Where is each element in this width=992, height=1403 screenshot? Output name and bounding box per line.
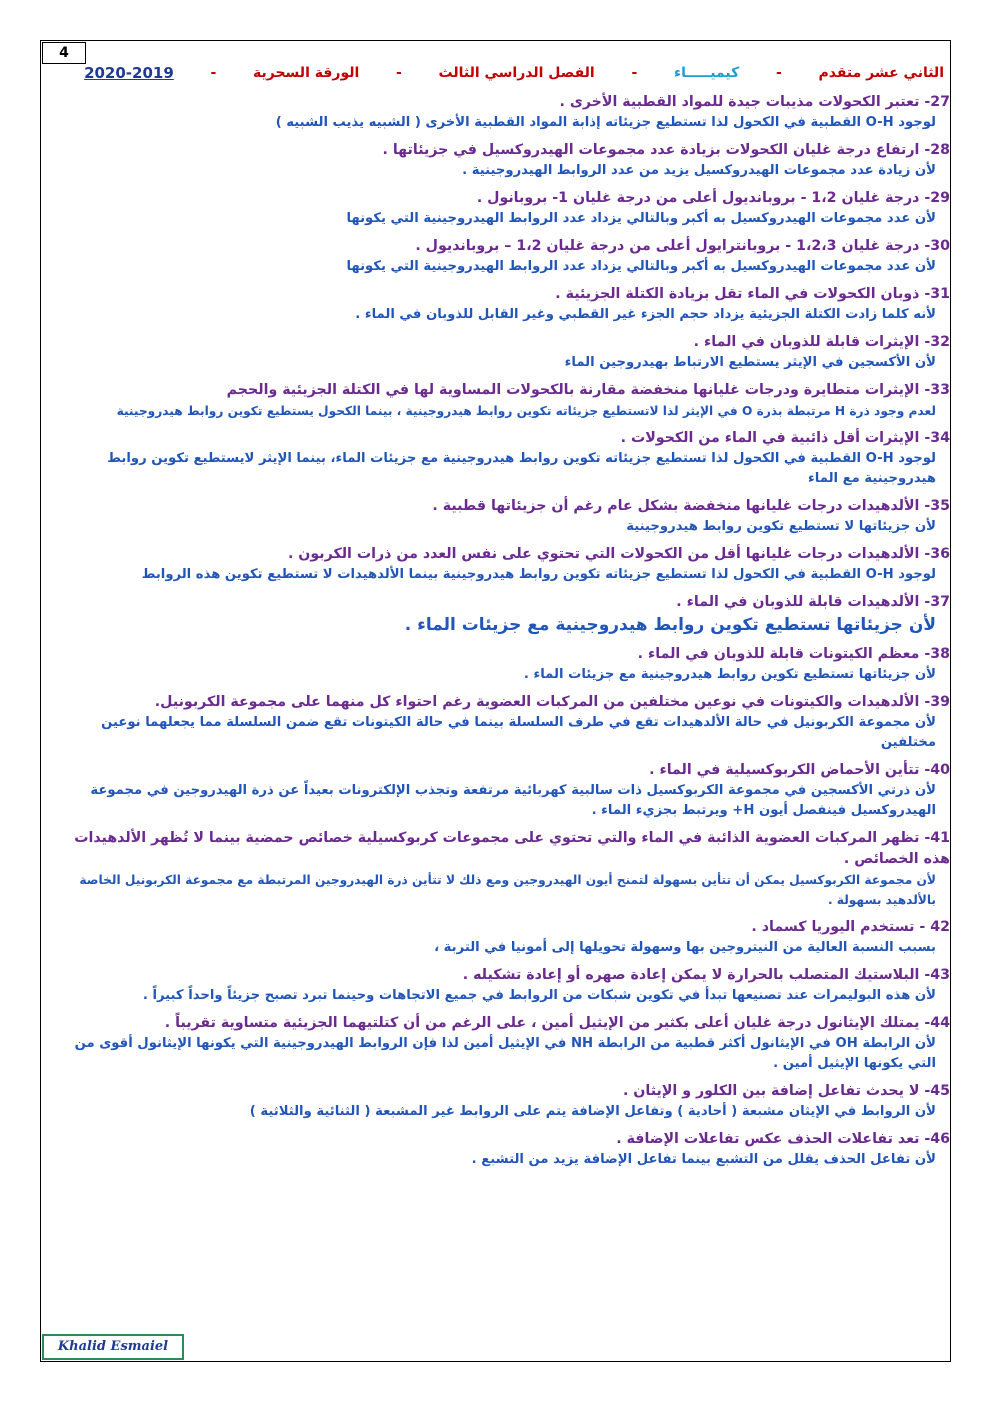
answer: بسبب النسبة العالية من النيتروجين بها وسهولة تحويلها إلى أمونيا في التربة ، <box>434 940 936 955</box>
answer: لأن عدد مجموعات الهيدروكسيل به أكبر وبالتالي يزداد عدد الروابط الهيدروجينية التي يكونها <box>346 211 936 226</box>
list-item <box>60 380 950 421</box>
list-item <box>60 1129 950 1170</box>
list-item <box>60 496 950 537</box>
list-item <box>60 544 950 585</box>
header-separator: - <box>396 65 402 81</box>
header-term: الفصل الدراسي الثالث <box>438 65 595 81</box>
list-item <box>60 760 950 821</box>
questions-list <box>60 92 950 1343</box>
answer: لأن جزيئاتها تستطيع تكوين روابط هيدروجينية مع جزيئات الماء . <box>523 667 936 682</box>
answer: لأن تفاعل الحذف يقلل من التشبع بينما تفاعل الإضافة يزيد من التشبع . <box>471 1152 936 1167</box>
header-subject: كيميـــــاء <box>673 65 740 81</box>
list-item <box>60 428 950 489</box>
answer: لأن ذرتي الأكسجين في مجموعة الكربوكسيل ذات سالبية كهربائية مرتفعة وتجذب الإلكترونات بعيداً عن ذرة الهيدروجين في مجموعة الهيدروكسيل فينفصل أيون H+ ويرتبط بجزيء الماء . <box>90 783 936 818</box>
list-item <box>60 644 950 685</box>
answer: لأن مجموعة الكربوكسيل يمكن أن تتأين بسهولة لتمنح أيون الهيدروجين ومع ذلك لا تتأين ذرة الهيدروجين المرتبطة مع مجموعة الكربونيل الخاصة بالألدهيد بسهولة . <box>79 873 936 907</box>
answer: لوجود O-H القطبية في الكحول لذا تستطيع جزيئاته إذابة المواد القطبية الأخرى ( الشبيه يذيب الشبيه ) <box>275 115 936 130</box>
question: 35- الألدهيدات درجات غليانها منخفضة بشكل عام رغم أن جزيئاتها قطبية . <box>432 498 950 514</box>
answer: لأن هذه البوليمرات عند تصنيعها تبدأ في تكوين شبكات من الروابط في جميع الاتجاهات وحينما تبرد تصبح جزيئاً واحداً كبيراً . <box>142 988 936 1003</box>
answer: لأن مجموعة الكربونيل في حالة الألدهيدات تقع في طرف السلسلة بينما في حالة الكيتونات تقع ضمن السلسلة مما يجعلهما نوعين مختلفين <box>101 715 936 750</box>
list-item <box>60 236 950 277</box>
answer: لأن جزيئاتها لا تستطيع تكوين روابط هيدروجينية <box>626 519 936 534</box>
header-separator: - <box>210 65 217 81</box>
answer: لأن عدد مجموعات الهيدروكسيل به أكبر وبالتالي يزداد عدد الروابط الهيدروجينية التي يكونها <box>346 259 936 274</box>
answer: لأنه كلما زادت الكتلة الجزيئية يزداد حجم الجزء غير القطبي وغير القابل للذوبان في الماء . <box>355 307 936 322</box>
list-item <box>60 92 950 133</box>
header-sheet: الورقة السحرية <box>253 65 360 81</box>
page-number: 4 <box>42 42 86 64</box>
answer: لأن الأكسجين في الإيثر يستطيع الارتباط بهيدروجين الماء <box>564 355 936 370</box>
answer: لوجود O-H القطبية في الكحول لذا تستطيع جزيئاته تكوين روابط هيدروجينية بينما الألدهيدات لا تستطيع تكوين هذه الروابط <box>141 567 936 582</box>
question: 46- تعد تفاعلات الحذف عكس تفاعلات الإضافة . <box>616 1131 950 1147</box>
header-separator: - <box>631 65 638 81</box>
header-grade: الثاني عشر متقدم <box>818 65 944 81</box>
question: 38- معظم الكيتونات قابلة للذوبان في الماء . <box>637 646 950 662</box>
question: 40- تتأين الأحماض الكربوكسيلية في الماء . <box>649 762 950 778</box>
list-item <box>60 1081 950 1122</box>
answer: لأن جزيئاتها تستطيع تكوين روابط هيدروجينية مع جزيئات الماء . <box>404 615 936 635</box>
question: 43- البلاستيك المتصلب بالحرارة لا يمكن إعادة صهره أو إعادة تشكيله . <box>462 967 950 983</box>
list-item <box>60 965 950 1006</box>
list-item <box>60 592 950 637</box>
header <box>84 58 944 88</box>
question: 33- الإيثرات متطايرة ودرجات غليانها منخفضة مقارنة بالكحولات المساوية لها في الكتلة الجزيئية والحجم <box>226 382 950 398</box>
question: 36- الألدهيدات درجات غليانها أقل من الكحولات التي تحتوي على نفس العدد من ذرات الكربون . <box>287 546 950 562</box>
answer: لعدم وجود ذرة H مرتبطة بذرة O في الإيثر لذا لاتستطيع جزيئاته تكوين روابط هيدروجينية ، بينما الكحول يستطيع تكوين روابط هيدروجينية <box>116 404 936 418</box>
answer: لأن الروابط في الإيثان مشبعة ( أحادية ) وتفاعل الإضافة يتم على الروابط غير المشبعة ( الثنائية والثلاثية ) <box>249 1104 936 1119</box>
list-item <box>60 828 950 910</box>
header-separator: - <box>775 65 782 81</box>
question: 27- تعتبر الكحولات مذيبات جيدة للمواد القطبية الأخرى . <box>559 94 950 110</box>
list-item <box>60 1013 950 1074</box>
question: 34- الإيثرات أقل ذائبية في الماء من الكحولات . <box>620 430 950 446</box>
question: 31- ذوبان الكحولات في الماء تقل بزيادة الكتلة الجزيئية . <box>555 286 950 302</box>
question: 41- تظهر المركبات العضوية الذائبة في الماء والتي تحتوي على مجموعات كربوكسيلية خصائص حمضية بينما لا تُظهر الألدهيدات هذه الخصائص . <box>74 830 950 867</box>
list-item <box>60 332 950 373</box>
question: 32- الإيثرات قابلة للذوبان في الماء . <box>693 334 950 350</box>
question: 37- الألدهيدات قابلة للذوبان في الماء . <box>676 594 950 610</box>
answer: لوجود O-H القطبية في الكحول لذا تستطيع جزيئاته تكوين روابط هيدروجينية مع جزيئات الماء، بينما الإيثر لايستطيع تكوين روابط هيدروجينية مع الماء <box>107 451 936 486</box>
question: 45- لا يحدث تفاعل إضافة بين الكلور و الإيثان . <box>622 1083 950 1099</box>
question: 42 - تستخدم اليوريا كسماد . <box>751 919 950 935</box>
answer: لأن الرابطة OH في الإيثانول أكثر قطبية من الرابطة NH في الإيثيل أمين لذا فإن الروابط الهيدروجينية التي يكونها الإيثانول أقوى من التي يكونها الإيثيل أمين . <box>74 1036 936 1071</box>
header-year: 2020-2019 <box>84 64 174 82</box>
author-signature: Khalid Esmaiel <box>42 1334 184 1360</box>
list-item <box>60 692 950 753</box>
question: 30- درجة غليان 1،2،3 - بروبانترايول أعلى من درجة غليان 1،2 – بروبانديول . <box>415 238 950 254</box>
question: 39- الألدهيدات والكيتونات في نوعين مختلفين من المركبات العضوية رغم احتواء كل منهما على مجموعة الكربونيل. <box>154 694 950 710</box>
list-item <box>60 188 950 229</box>
list-item <box>60 140 950 181</box>
list-item <box>60 917 950 958</box>
answer: لأن زيادة عدد مجموعات الهيدروكسيل يزيد من عدد الروابط الهيدروجينية . <box>462 163 936 178</box>
question: 29- درجة غليان 1،2 - بروبانديول أعلى من درجة غليان 1- بروبانول . <box>476 190 950 206</box>
list-item <box>60 284 950 325</box>
question: 28- ارتفاع درجة غليان الكحولات بزيادة عدد مجموعات الهيدروكسيل في جزيئاتها . <box>382 142 950 158</box>
question: 44- يمتلك الإيثانول درجة غليان أعلى بكثير من الإيثيل أمين ، على الرغم من أن كتلتيهما الجزيئية متساوية تقريباً . <box>164 1015 950 1031</box>
